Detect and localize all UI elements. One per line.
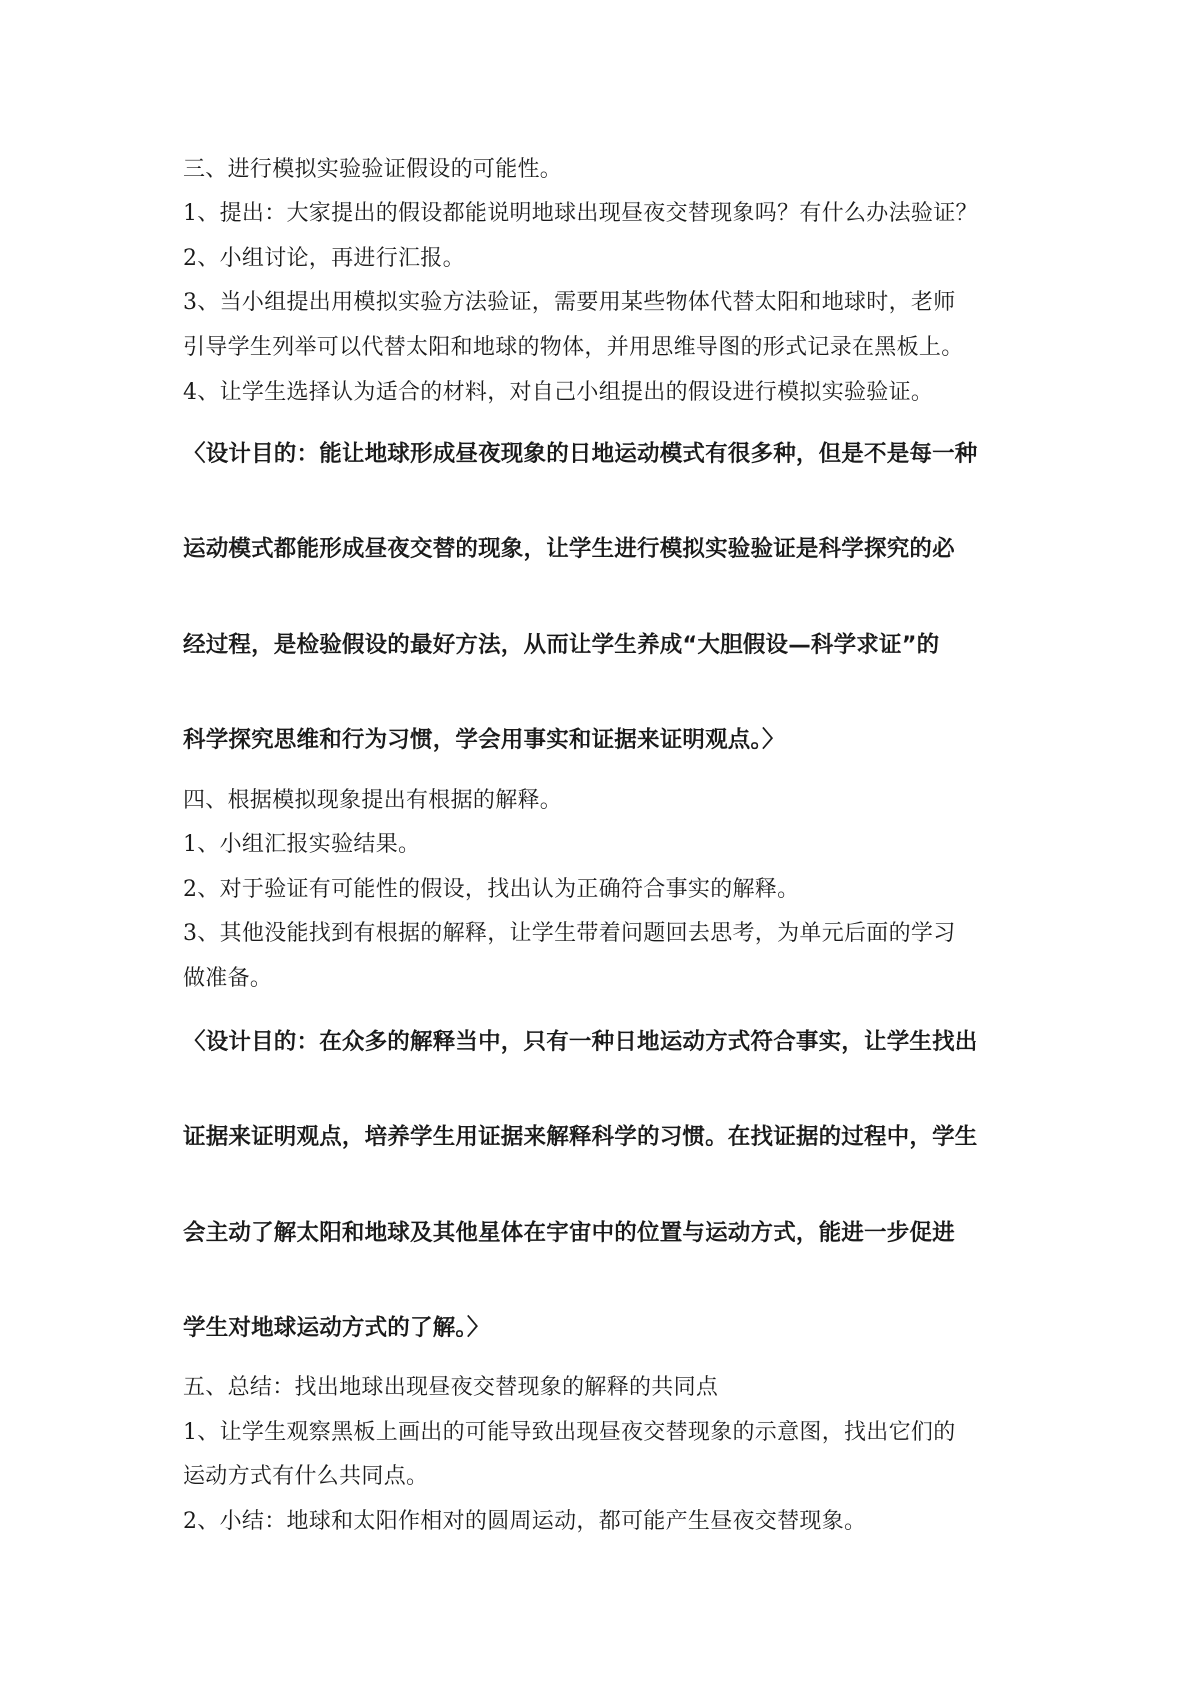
section-3-design-purpose-line-2: 运动模式都能形成昼夜交替的现象，让学生进行模拟实验验证是科学探究的必 xyxy=(183,536,955,562)
section-3-heading: 三、进行模拟实验验证假设的可能性。 xyxy=(183,157,563,182)
section-4-design-purpose-line-2: 证据来证明观点，培养学生用证据来解释科学的习惯。在找证据的过程中，学生 xyxy=(183,1124,978,1150)
section-5-heading: 五、总结：找出地球出现昼夜交替现象的解释的共同点 xyxy=(183,1375,719,1400)
section-3-item-1: 1、提出：大家提出的假设都能说明地球出现昼夜交替现象吗？有什么办法验证？ xyxy=(183,201,978,226)
section-3-design-purpose-line-3: 经过程，是检验假设的最好方法，从而让学生养成“大胆假设—科学求证”的 xyxy=(183,632,940,658)
section-3-design-purpose-line-4: 科学探究思维和行为习惯，学会用事实和证据来证明观点。〉 xyxy=(183,727,785,753)
section-5-item-1-cont: 运动方式有什么共同点。 xyxy=(183,1464,429,1489)
section-3-item-3-cont: 引导学生列举可以代替太阳和地球的物体，并用思维导图的形式记录在黑板上。 xyxy=(183,335,964,360)
section-4-design-purpose-line-3: 会主动了解太阳和地球及其他星体在宇宙中的位置与运动方式，能进一步促进 xyxy=(183,1220,955,1246)
section-4-item-1: 1、小组汇报实验结果。 xyxy=(183,832,421,857)
section-4-design-purpose-line-1: 〈设计目的：在众多的解释当中，只有一种日地运动方式符合事实，让学生找出 xyxy=(183,1029,978,1055)
section-4-design-purpose-line-4: 学生对地球运动方式的了解。〉 xyxy=(183,1315,490,1341)
section-4-item-3-cont: 做准备。 xyxy=(183,966,273,991)
section-3-item-2: 2、小组讨论，再进行汇报。 xyxy=(183,246,465,271)
section-3-item-4: 4、让学生选择认为适合的材料，对自己小组提出的假设进行模拟实验验证。 xyxy=(183,380,934,405)
section-3-item-3: 3、当小组提出用模拟实验方法验证，需要用某些物体代替太阳和地球时，老师 xyxy=(183,290,956,315)
section-3-design-purpose-line-1: 〈设计目的：能让地球形成昼夜现象的日地运动模式有很多种，但是不是每一种 xyxy=(183,441,978,467)
section-4-heading: 四、根据模拟现象提出有根据的解释。 xyxy=(183,788,563,813)
section-4-item-3: 3、其他没能找到有根据的解释，让学生带着问题回去思考，为单元后面的学习 xyxy=(183,921,956,946)
section-5-item-1: 1、让学生观察黑板上画出的可能导致出现昼夜交替现象的示意图，找出它们的 xyxy=(183,1420,956,1445)
section-4-item-2: 2、对于验证有可能性的假设，找出认为正确符合事实的解释。 xyxy=(183,877,800,902)
section-5-item-2: 2、小结：地球和太阳作相对的圆周运动，都可能产生昼夜交替现象。 xyxy=(183,1509,867,1534)
